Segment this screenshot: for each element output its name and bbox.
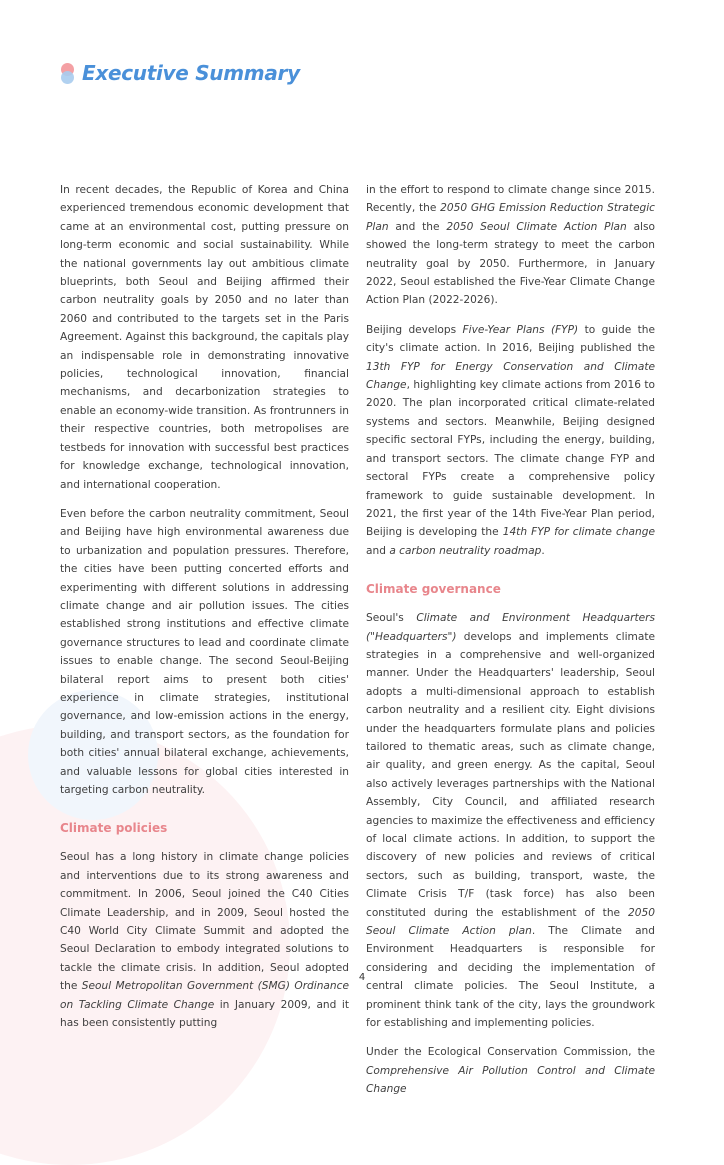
paragraph-context: Even before the carbon neutrality commitment, Seoul and Beijing have high environmental awareness due to urbanization and population pressures. Therefore, the cities have been putting concerted efforts and experimenting with different solutions in addressing climate change and air pollution issues. The cities established strong institutions and effective climate governance structures to lead and coordinate climate issues to enable change. The second Seoul-Beijing bilateral report aims to present both cities' experience in climate strategies, institutional governance, and low-emission actions in the energy, building, and transport sectors, as the foundation for both cities' annual bilateral exchange, achievements, and valuable lessons for global cities interested in targeting carbon neutrality. (60, 507, 349, 796)
heading-climate-policies: Climate policies (60, 821, 168, 836)
page-header (60, 61, 300, 85)
section-bullet-icon (60, 61, 76, 85)
blue-dot-icon (61, 71, 74, 84)
paragraph-seoul-plans: in the effort to respond to climate change since 2015. Recently, the 2050 GHG Emission Reduction Strategic Plan and the 2050 Seoul Climate Action Plan also showed the long-term strategy to meet the carbon neutrality goal by 2050. Furthermore, in January 2022, Seoul established the Five-Year Climate Change Action Plan (2022-2026). (366, 184, 656, 307)
left-column (60, 181, 349, 1043)
paragraph-seoul-policies: Seoul has a long history in climate change policies and interventions due to its strong awareness and commitment. In 2006, Seoul joined the C40 Cities Climate Leadership, and in 2009, Seoul hosted the C40 World City Climate Summit and adopted the Seoul Declaration to embody integrated solutions to tackle the climate crisis. In addition, Seoul adopted the Seoul Metropolitan Government (SMG) Ordinance on Tackling Climate Change in January 2009, and it has been consistently putting (60, 851, 349, 1030)
paragraph-seoul-governance: Seoul's Climate and Environment Headquarters ("Headquarters") develops and implements climate strategies in a comprehensive and well-organized manner. Under the Headquarters' leadership, Seoul adopts a multi-dimensional approach to establish carbon neutrality and a resilient city. Eight divisions under the headquarters formulate plans and policies tailored to thematic areas, such as climate change, air quality, and green energy. As the capital, Seoul also actively leverages partnerships with the National Assembly, City Council, and affiliated research agencies to maximize the effectiveness and efficiency of local climate actions. In addition, to support the discovery of new policies and reviews of critical sectors, such as building, transport, waste, the Climate Crisis T/F (task force) has also been constituted during the establishment of the 2050 Seoul Climate Action plan. The Climate and Environment Headquarters is responsible for considering and deciding the implementation of central climate policies. The Seoul Institute, a prominent think tank of the city, lays the groundwork for establishing and implementing policies. (366, 612, 655, 1030)
page-title: Executive Summary (82, 61, 300, 85)
page-number: 4 (358, 972, 366, 983)
heading-climate-governance: Climate governance (366, 582, 501, 597)
paragraph-beijing-fyp: Beijing develops Five-Year Plans (FYP) to guide the city's climate action. In 2016, Beijing published the 13th FYP for Energy Conservation and Climate Change, highlighting key climate actions from 2016 to 2020. The plan incorporated critical climate-related systems and sectors. Meanwhile, Beijing designed specific sectoral FYPs, including the energy, building, and transport sectors. The climate change FYP and sectoral FYPs create a comprehensive policy framework to guide sustainable development. In 2021, the first year of the 14th Five-Year Plan period, Beijing is developing the 14th FYP for climate change and a carbon neutrality roadmap. (366, 323, 655, 557)
right-column (366, 181, 655, 1110)
paragraph-intro: In recent decades, the Republic of Korea and China experienced tremendous economic development that came at an environmental cost, putting pressure on long-term economic and social sustainability. While the national governments lay out ambitious climate blueprints, both Seoul and Beijing affirmed their carbon neutrality goals by 2050 and no later than 2060 and contributed to the targets set in the Paris Agreement. Against this background, the capitals play an indispensable role in demonstrating innovative policies, technological innovation, financial mechanisms, and decarbonization strategies to enable an economy-wide transition. As frontrunners in their respective countries, both metropolises are testbeds for innovation with successful best practices for knowledge exchange, technological innovation, and international cooperation. (60, 184, 349, 491)
paragraph-ecological-commission: Under the Ecological Conservation Commission, the Comprehensive Air Pollution Control and Climate Change (366, 1046, 655, 1096)
